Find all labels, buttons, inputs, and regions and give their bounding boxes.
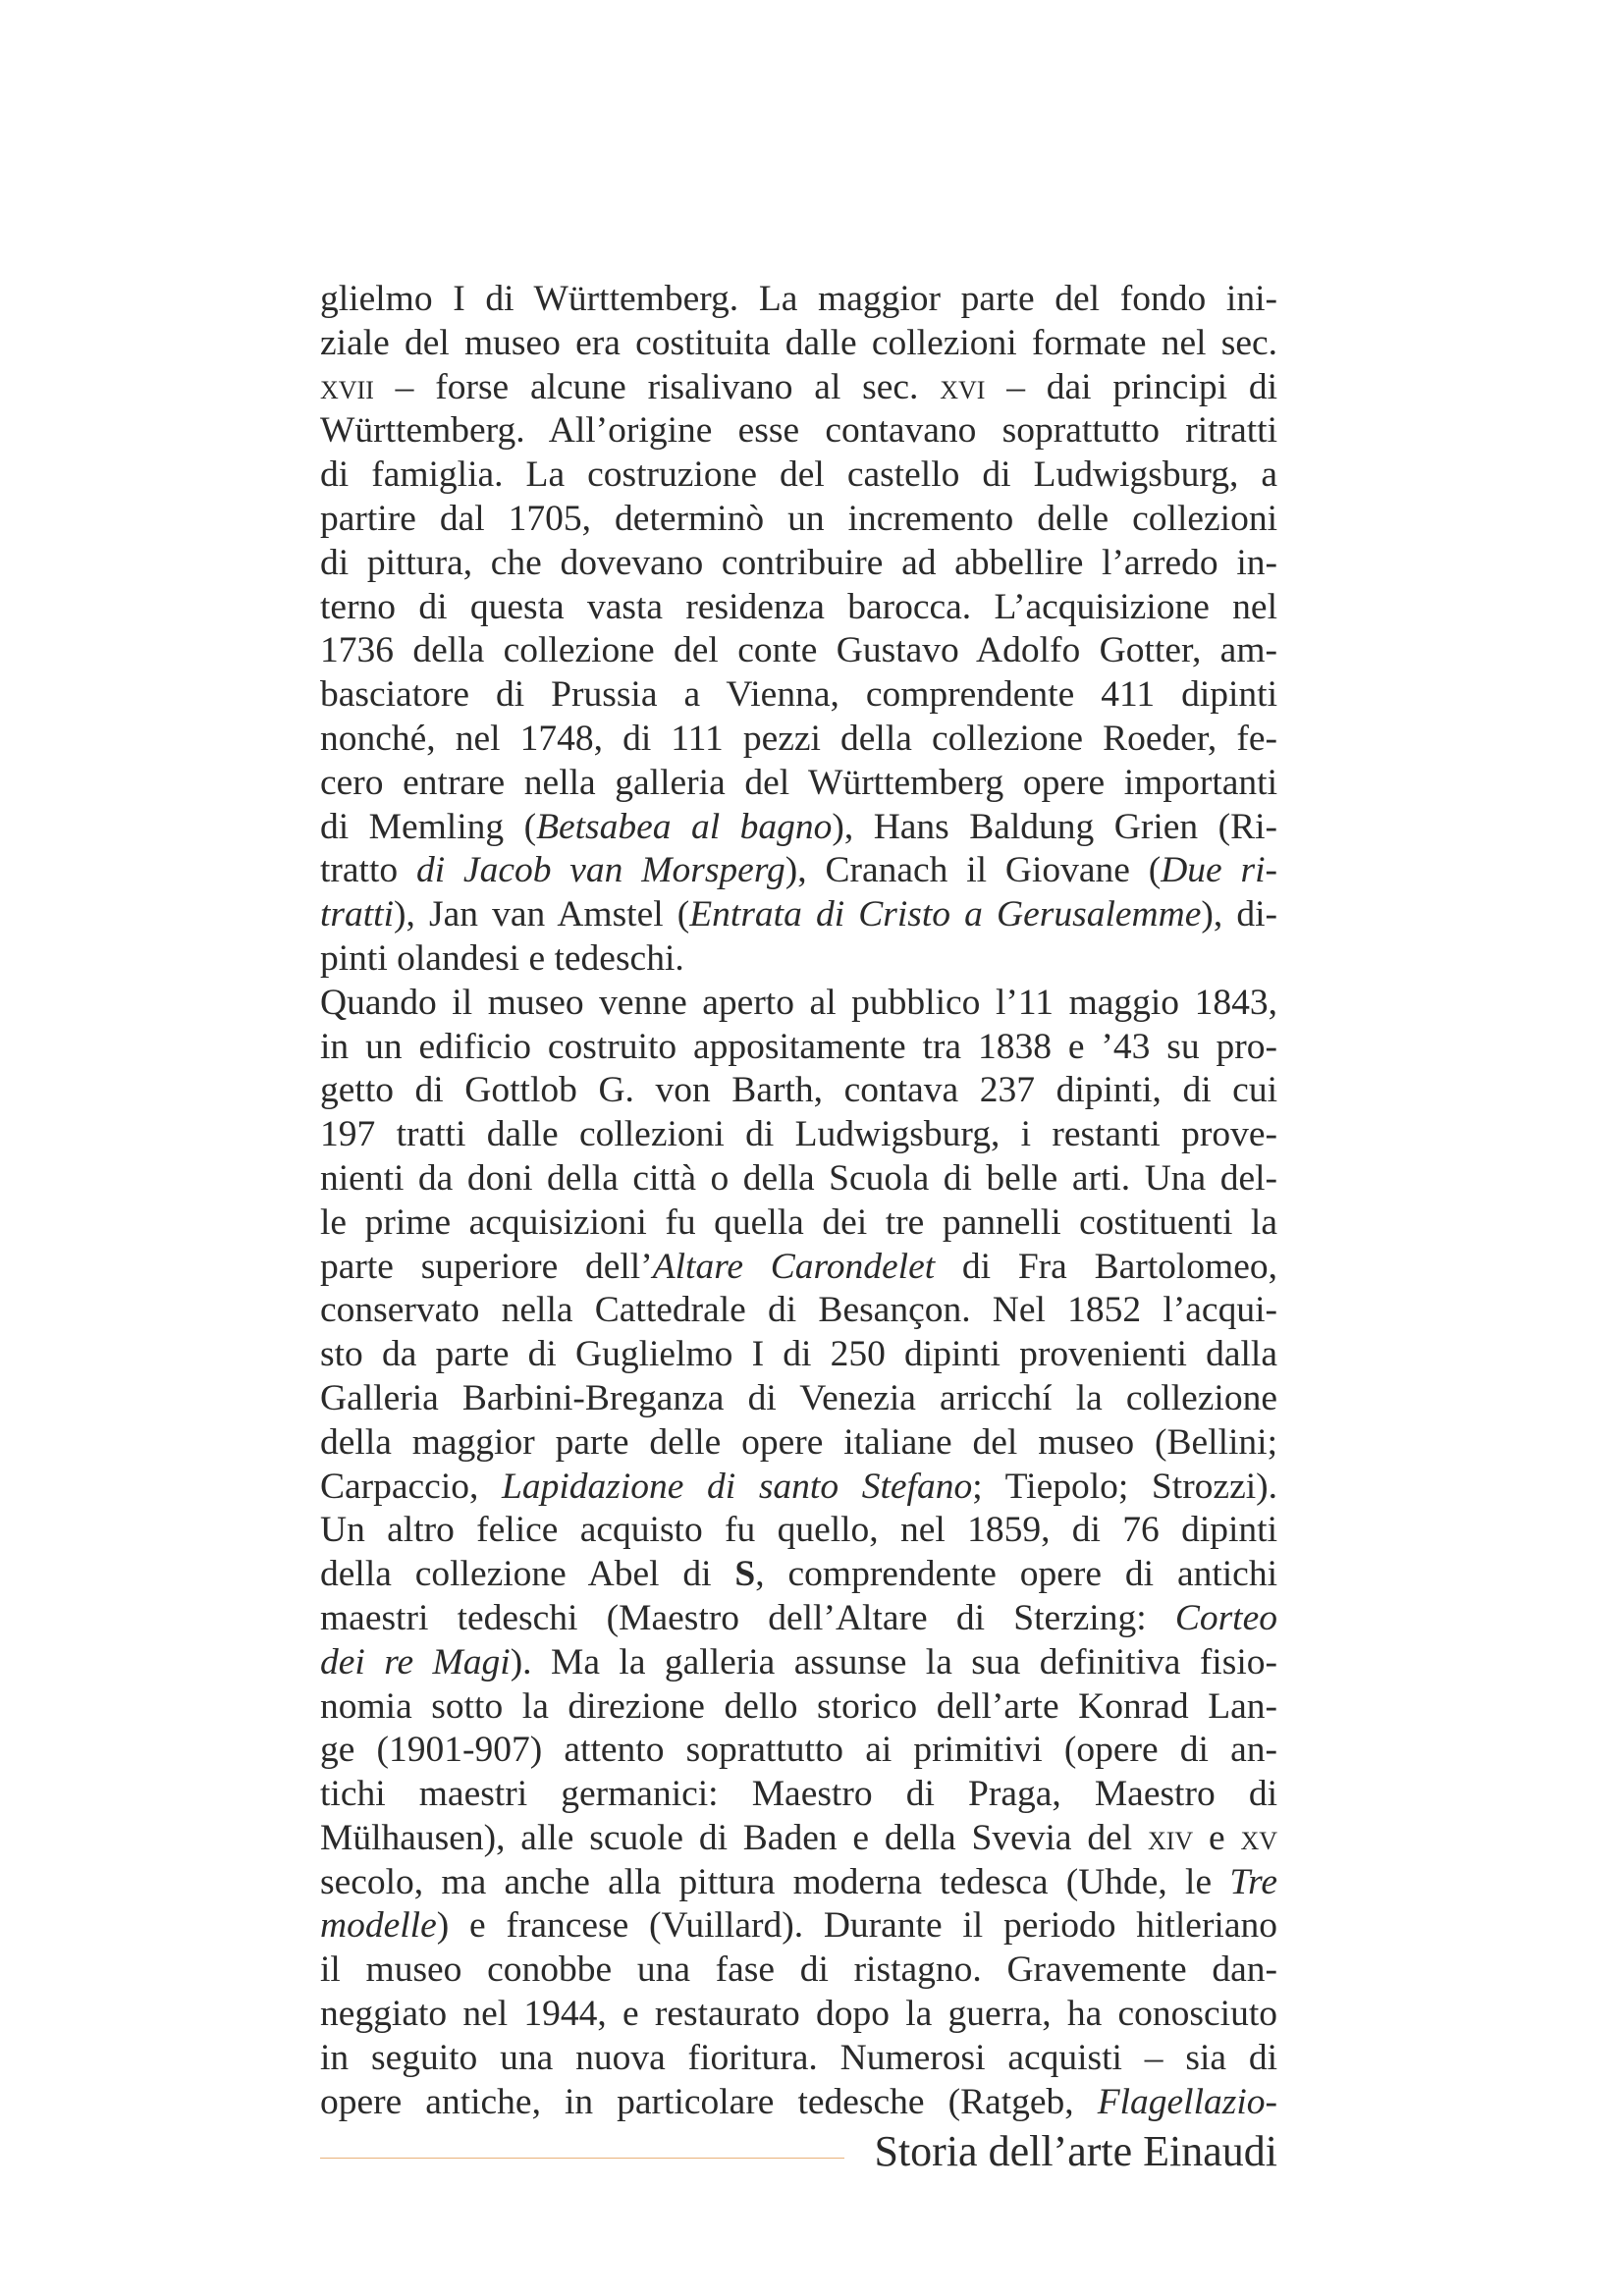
text-segment: ), di- <box>1201 894 1277 935</box>
text-segment: opere antiche, in particolare tedesche (Ratgeb, <box>320 2081 1098 2122</box>
text-line <box>320 586 1277 630</box>
text-segment: in un edificio costruito appositamente tra 1838 e ’43 su pro- <box>320 1026 1277 1067</box>
text-segment: della maggior parte delle opere italiane del museo (Bellini; <box>320 1421 1277 1463</box>
text-line <box>320 762 1277 806</box>
text-segment: Altare Carondelet <box>652 1246 936 1287</box>
text-segment: xv <box>1240 1817 1277 1858</box>
text-segment: – forse alcune risalivano al sec. <box>373 366 941 407</box>
text-segment: secolo, ma anche alla pittura moderna tedesca (Uhde, le <box>320 1861 1230 1902</box>
text-line <box>320 893 1277 937</box>
text-line <box>320 1026 1277 1070</box>
text-segment: ), Jan van Amstel ( <box>394 894 690 935</box>
text-line <box>320 1157 1277 1201</box>
text-line <box>320 1949 1277 1993</box>
text-segment: e <box>1193 1817 1241 1858</box>
text-segment: partire dal 1705, determinò un incremento delle collezioni <box>320 498 1277 539</box>
text-segment: tichi maestri germanici: Maestro di Praga, Maestro di <box>320 1774 1277 1815</box>
text-segment: di famiglia. La costruzione del castello di Ludwigsburg, a <box>320 454 1277 496</box>
text-line <box>320 322 1277 366</box>
text-segment: modelle <box>320 1905 437 1947</box>
text-segment: Due ri- <box>1161 850 1277 891</box>
text-line <box>320 1113 1277 1157</box>
text-line <box>320 718 1277 762</box>
text-segment: – dai principi di <box>985 366 1277 407</box>
text-segment: di Memling ( <box>320 806 537 847</box>
text-segment: ). Ma la galleria assunse la sua definitiva fisio- <box>510 1641 1277 1682</box>
text-segment: Entrata di Cristo a Gerusalemme <box>689 894 1202 935</box>
text-segment: nomia sotto la direzione dello storico dell’arte Konrad Lan- <box>320 1685 1277 1727</box>
text-line <box>320 1641 1277 1685</box>
text-line <box>320 1993 1277 2037</box>
text-segment: Corteo <box>1174 1597 1277 1638</box>
text-segment: 1736 della collezione del conte Gustavo Adolfo Gotter, am- <box>320 630 1277 671</box>
text-line <box>320 849 1277 893</box>
text-segment: neggiato nel 1944, e restaurato dopo la guerra, ha conosciuto <box>320 1994 1277 2035</box>
footer-title: Storia dell’arte Einaudi <box>874 2127 1277 2175</box>
text-segment: S <box>734 1554 756 1595</box>
text-segment: ), Hans Baldung Grien (Ri- <box>832 806 1277 847</box>
text-segment: in seguito una nuova fioritura. Numerosi acquisti – sia di <box>320 2037 1277 2078</box>
text-segment: basciatore di Prussia a Vienna, comprendente 411 dipinti <box>320 674 1277 716</box>
text-segment: tratti <box>320 894 395 935</box>
text-segment: xvii <box>320 366 374 407</box>
text-segment: tratto <box>320 850 416 891</box>
text-segment: glielmo I di Württemberg. La maggior parte del fondo ini- <box>320 279 1277 319</box>
text-line <box>320 1861 1277 1905</box>
text-line <box>320 1817 1277 1861</box>
text-segment: di Jacob van Morsperg <box>415 850 785 891</box>
text-segment: Tre <box>1229 1861 1277 1902</box>
text-segment: ; Tiepolo; Strozzi). <box>972 1466 1278 1507</box>
text-segment: ge (1901-907) attento soprattutto ai primitivi (opere di an- <box>320 1730 1277 1771</box>
text-segment: xiv <box>1147 1817 1194 1858</box>
text-line <box>320 1904 1277 1949</box>
text-segment: cero entrare nella galleria del Württemberg opere importanti <box>320 762 1277 803</box>
text-line <box>320 542 1277 586</box>
text-segment: Galleria Barbini-Breganza di Venezia arricchí la collezione <box>320 1377 1277 1418</box>
text-line <box>320 1201 1277 1246</box>
text-segment: ), Cranach il Giovane ( <box>784 850 1162 891</box>
text-line <box>320 454 1277 498</box>
text-segment: dei re Magi <box>320 1641 511 1682</box>
text-line <box>320 1333 1277 1377</box>
text-line <box>320 1509 1277 1553</box>
body-text <box>320 278 1277 2124</box>
text-segment: ziale del museo era costituita dalle collezioni formate nel sec. <box>320 322 1277 363</box>
text-segment: sto da parte di Guglielmo I di 250 dipinti provenienti dalla <box>320 1334 1277 1375</box>
text-segment: Carpaccio, <box>320 1466 502 1507</box>
text-segment: pinti olandesi e tedeschi. <box>320 937 684 979</box>
text-segment: terno di questa vasta residenza barocca. L’acquisizione nel <box>320 586 1277 627</box>
text-segment: getto di Gottlob G. von Barth, contava 237 dipinti, di cui <box>320 1070 1277 1111</box>
text-segment: Lapidazione di santo Stefano <box>502 1466 973 1507</box>
text-segment: ) e francese (Vuillard). Durante il periodo hitleriano <box>436 1905 1277 1947</box>
text-line <box>320 1773 1277 1817</box>
text-line <box>320 498 1277 542</box>
text-line <box>320 278 1277 322</box>
text-segment: Flagellazio- <box>1097 2081 1277 2122</box>
text-line <box>320 1421 1277 1466</box>
text-line <box>320 1466 1277 1510</box>
text-line <box>320 629 1277 673</box>
text-line <box>320 1597 1277 1641</box>
text-segment: Betsabea al bagno <box>536 806 833 847</box>
text-line <box>320 1729 1277 1773</box>
text-segment: il museo conobbe una fase di ristagno. Gravemente dan- <box>320 1949 1277 1991</box>
text-line <box>320 673 1277 718</box>
text-segment: Württemberg. All’origine esse contavano soprattutto ritratti <box>320 410 1277 452</box>
text-line <box>320 1685 1277 1730</box>
text-line <box>320 1553 1277 1597</box>
text-segment: xvi <box>940 366 986 407</box>
text-line <box>320 1377 1277 1421</box>
text-segment: nonché, nel 1748, di 111 pezzi della collezione Roeder, fe- <box>320 718 1277 759</box>
text-line <box>320 2081 1277 2125</box>
text-segment: Mülhausen), alle scuole di Baden e della Svevia del <box>320 1817 1148 1858</box>
text-segment: parte superiore dell’ <box>320 1246 653 1287</box>
text-segment: maestri tedeschi (Maestro dell’Altare di Sterzing: <box>320 1597 1175 1638</box>
text-line <box>320 2037 1277 2081</box>
text-line <box>320 937 1277 982</box>
text-line <box>320 1069 1277 1113</box>
text-line <box>320 366 1277 410</box>
footer-rule <box>320 2158 844 2159</box>
text-line <box>320 982 1277 1026</box>
text-segment: le prime acquisizioni fu quella dei tre pannelli costituenti la <box>320 1201 1277 1243</box>
text-line <box>320 409 1277 454</box>
text-segment: nienti da doni della città o della Scuola di belle arti. Una del- <box>320 1157 1277 1199</box>
text-segment: , comprendente opere di antichi <box>755 1554 1277 1595</box>
text-segment: di Fra Bartolomeo, <box>935 1246 1277 1287</box>
text-segment: Quando il museo venne aperto al pubblico l’11 maggio 1843, <box>320 982 1277 1023</box>
text-segment: conservato nella Cattedrale di Besançon. Nel 1852 l’acqui- <box>320 1290 1277 1331</box>
text-segment: Un altro felice acquisto fu quello, nel 1859, di 76 dipinti <box>320 1510 1277 1551</box>
text-line <box>320 1289 1277 1333</box>
text-segment: 197 tratti dalle collezioni di Ludwigsburg, i restanti prove- <box>320 1114 1277 1155</box>
text-segment: di pittura, che dovevano contribuire ad abbellire l’arredo in- <box>320 542 1277 583</box>
text-line <box>320 1246 1277 1290</box>
text-segment: della collezione Abel di <box>320 1554 735 1595</box>
text-line <box>320 806 1277 850</box>
